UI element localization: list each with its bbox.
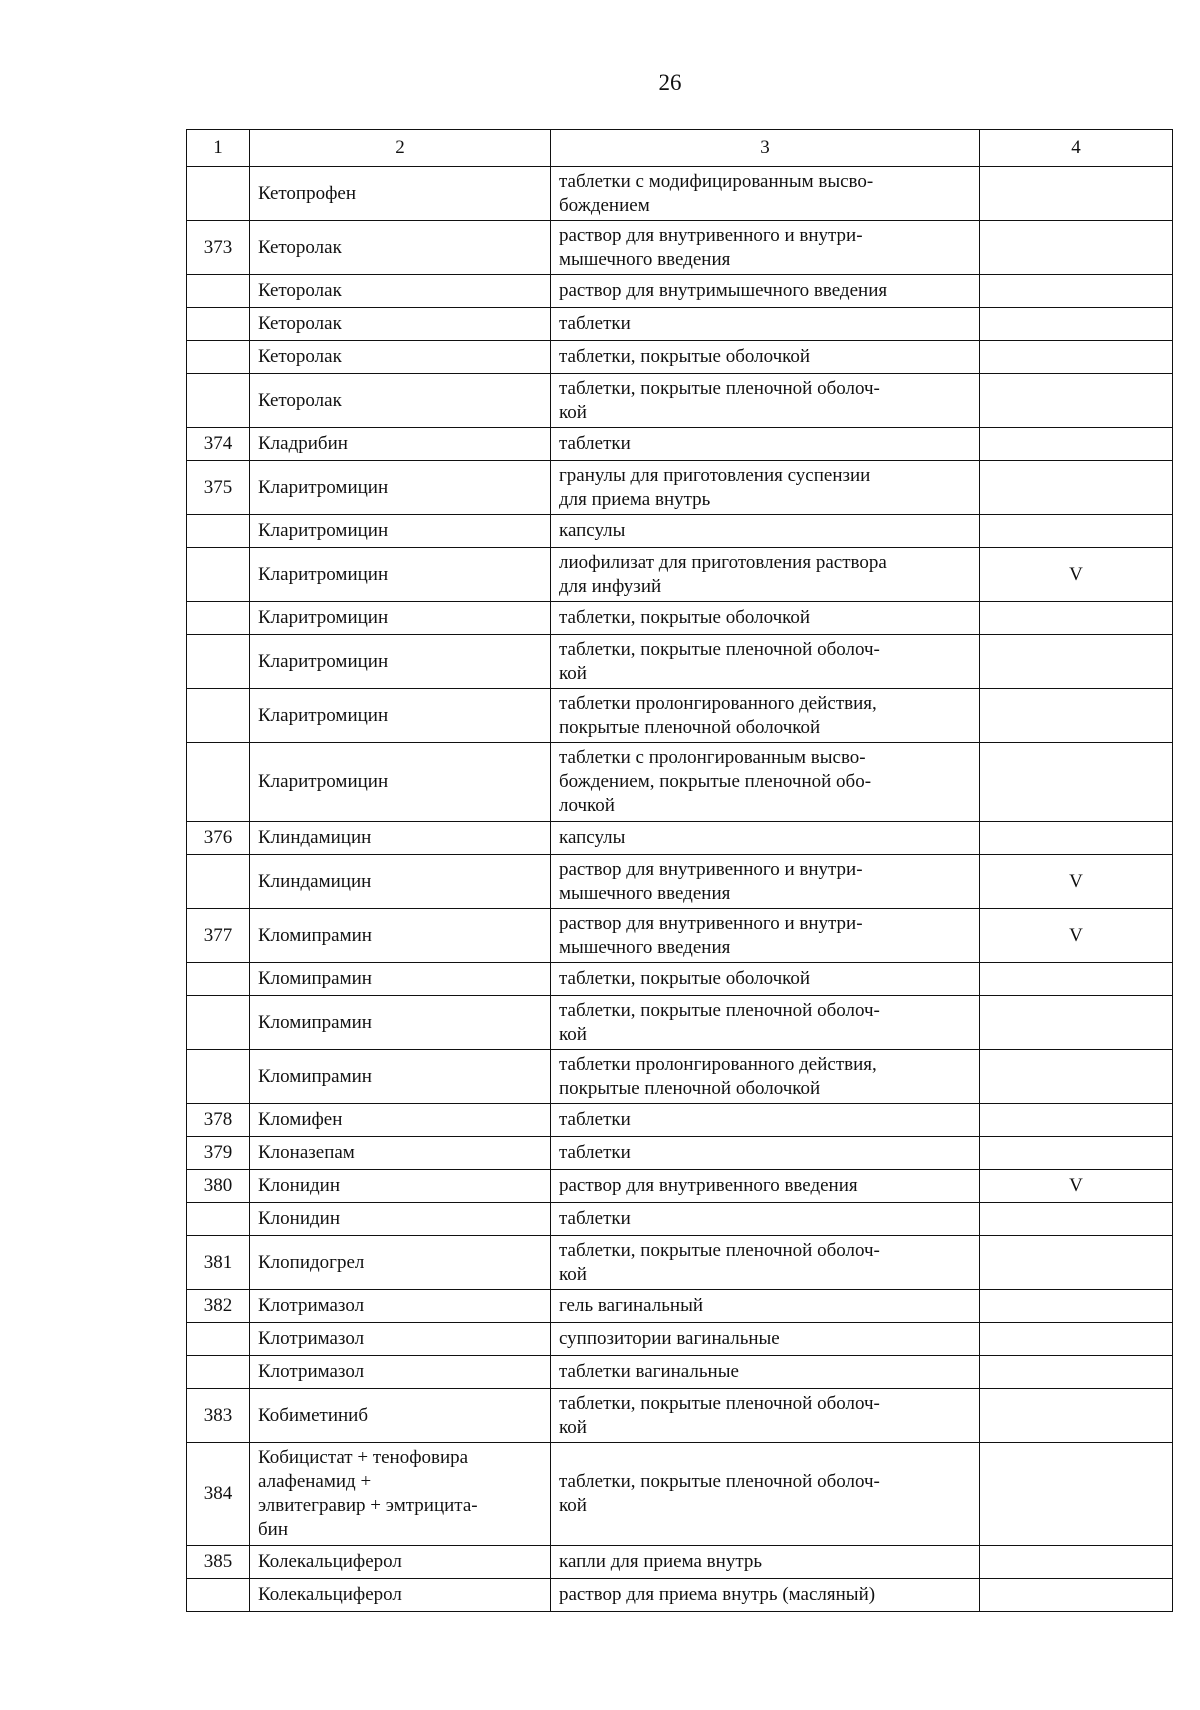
row-number-cell: 384	[187, 1443, 250, 1546]
mark-cell	[980, 822, 1173, 855]
table-row	[187, 548, 1173, 602]
row-number-cell: 380	[187, 1170, 250, 1203]
drug-name-cell: Кларитромицин	[250, 461, 551, 515]
mark-cell: V	[980, 548, 1173, 602]
mark-cell	[980, 1356, 1173, 1389]
mark-cell: V	[980, 1170, 1173, 1203]
mark-cell	[980, 689, 1173, 743]
row-number-cell: 383	[187, 1389, 250, 1443]
mark-cell	[980, 1579, 1173, 1612]
mark-cell: V	[980, 855, 1173, 909]
page-number: 26	[658, 70, 682, 95]
table-row	[187, 1546, 1173, 1579]
drug-name-cell: Кларитромицин	[250, 602, 551, 635]
drug-name-cell: Кеторолак	[250, 341, 551, 374]
row-number-cell: 385	[187, 1546, 250, 1579]
dosage-form-cell: капли для приема внутрь	[551, 1546, 980, 1579]
drug-name-cell: Клонидин	[250, 1170, 551, 1203]
mark-cell	[980, 1323, 1173, 1356]
table-row	[187, 1290, 1173, 1323]
dosage-form-cell: раствор для внутримышечного введения	[551, 275, 980, 308]
mark-cell	[980, 1050, 1173, 1104]
table-row	[187, 996, 1173, 1050]
table-row	[187, 743, 1173, 822]
drug-name-cell: Кеторолак	[250, 308, 551, 341]
mark-cell	[980, 515, 1173, 548]
row-number-cell: 381	[187, 1236, 250, 1290]
row-number-cell: 377	[187, 909, 250, 963]
dosage-form-cell: раствор для приема внутрь (масляный)	[551, 1579, 980, 1612]
dosage-form-cell: таблетки, покрытые пленочной оболоч- кой	[551, 635, 980, 689]
table-row	[187, 1203, 1173, 1236]
mark-cell	[980, 461, 1173, 515]
drug-name-cell: Клопидогрел	[250, 1236, 551, 1290]
drug-name-cell: Кларитромицин	[250, 743, 551, 822]
row-number-cell: 378	[187, 1104, 250, 1137]
dosage-form-cell: таблетки, покрытые оболочкой	[551, 963, 980, 996]
table-row	[187, 374, 1173, 428]
drug-name-cell: Кломипрамин	[250, 1050, 551, 1104]
dosage-form-cell: гранулы для приготовления суспензии для приема внутрь	[551, 461, 980, 515]
table-row	[187, 1443, 1173, 1546]
table-row	[187, 1356, 1173, 1389]
table-body	[187, 167, 1173, 1612]
table-row	[187, 308, 1173, 341]
row-number-cell	[187, 374, 250, 428]
table-row	[187, 221, 1173, 275]
drug-name-cell: Кларитромицин	[250, 515, 551, 548]
mark-cell	[980, 635, 1173, 689]
column-header-3: 3	[551, 130, 980, 167]
dosage-form-cell: таблетки	[551, 428, 980, 461]
mark-cell	[980, 743, 1173, 822]
table-row	[187, 822, 1173, 855]
table-row	[187, 909, 1173, 963]
row-number-cell: 379	[187, 1137, 250, 1170]
mark-cell	[980, 374, 1173, 428]
table-row	[187, 1050, 1173, 1104]
row-number-cell: 382	[187, 1290, 250, 1323]
table-row	[187, 1137, 1173, 1170]
dosage-form-cell: таблетки, покрытые пленочной оболоч- кой	[551, 1236, 980, 1290]
mark-cell	[980, 1389, 1173, 1443]
dosage-form-cell: таблетки, покрытые оболочкой	[551, 341, 980, 374]
row-number-cell: 376	[187, 822, 250, 855]
drug-name-cell: Кеторолак	[250, 275, 551, 308]
drug-name-cell: Клотримазол	[250, 1290, 551, 1323]
dosage-form-cell: таблетки, покрытые пленочной оболоч- кой	[551, 996, 980, 1050]
mark-cell	[980, 428, 1173, 461]
drug-name-cell: Клоназепам	[250, 1137, 551, 1170]
mark-cell	[980, 1137, 1173, 1170]
mark-cell	[980, 1236, 1173, 1290]
row-number-cell	[187, 1579, 250, 1612]
column-header-1: 1	[187, 130, 250, 167]
drug-name-cell: Кобицистат + тенофовира алафенамид + элвитегравир + эмтрицита- бин	[250, 1443, 551, 1546]
drug-name-cell: Колекальциферол	[250, 1546, 551, 1579]
table-row	[187, 602, 1173, 635]
table-row	[187, 515, 1173, 548]
mark-cell	[980, 963, 1173, 996]
row-number-cell: 375	[187, 461, 250, 515]
row-number-cell	[187, 1050, 250, 1104]
drug-table	[186, 129, 1173, 1612]
mark-cell: V	[980, 909, 1173, 963]
row-number-cell	[187, 743, 250, 822]
mark-cell	[980, 341, 1173, 374]
dosage-form-cell: суппозитории вагинальные	[551, 1323, 980, 1356]
dosage-form-cell: таблетки	[551, 1137, 980, 1170]
table-row	[187, 461, 1173, 515]
drug-name-cell: Клиндамицин	[250, 855, 551, 909]
dosage-form-cell: таблетки	[551, 1104, 980, 1137]
drug-name-cell: Кларитромицин	[250, 689, 551, 743]
row-number-cell	[187, 275, 250, 308]
drug-name-cell: Кобиметиниб	[250, 1389, 551, 1443]
dosage-form-cell: таблетки	[551, 308, 980, 341]
row-number-cell	[187, 1203, 250, 1236]
dosage-form-cell: таблетки, покрытые пленочной оболоч- кой	[551, 1443, 980, 1546]
row-number-cell: 374	[187, 428, 250, 461]
row-number-cell	[187, 602, 250, 635]
table-row	[187, 1579, 1173, 1612]
table-row	[187, 689, 1173, 743]
drug-name-cell: Клотримазол	[250, 1356, 551, 1389]
row-number-cell	[187, 963, 250, 996]
dosage-form-cell: таблетки	[551, 1203, 980, 1236]
dosage-form-cell: капсулы	[551, 515, 980, 548]
row-number-cell	[187, 308, 250, 341]
drug-name-cell: Клотримазол	[250, 1323, 551, 1356]
table-row	[187, 1323, 1173, 1356]
dosage-form-cell: таблетки, покрытые пленочной оболоч- кой	[551, 374, 980, 428]
row-number-cell	[187, 689, 250, 743]
column-header-2: 2	[250, 130, 551, 167]
drug-name-cell: Кеторолак	[250, 221, 551, 275]
drug-name-cell: Кломипрамин	[250, 909, 551, 963]
mark-cell	[980, 1546, 1173, 1579]
drug-name-cell: Кладрибин	[250, 428, 551, 461]
table-row	[187, 1236, 1173, 1290]
dosage-form-cell: таблетки с пролонгированным высво- бождением, покрытые пленочной обо- лочкой	[551, 743, 980, 822]
row-number-cell	[187, 341, 250, 374]
table-row	[187, 167, 1173, 221]
drug-name-cell: Кетопрофен	[250, 167, 551, 221]
dosage-form-cell: таблетки пролонгированного действия, покрытые пленочной оболочкой	[551, 1050, 980, 1104]
drug-name-cell: Кломипрамин	[250, 996, 551, 1050]
table-header	[187, 130, 1173, 167]
drug-name-cell: Кломипрамин	[250, 963, 551, 996]
row-number-cell	[187, 1356, 250, 1389]
row-number-cell	[187, 855, 250, 909]
mark-cell	[980, 308, 1173, 341]
drug-name-cell: Кларитромицин	[250, 635, 551, 689]
table-row	[187, 428, 1173, 461]
mark-cell	[980, 1203, 1173, 1236]
table-row	[187, 963, 1173, 996]
mark-cell	[980, 275, 1173, 308]
table-row	[187, 1389, 1173, 1443]
row-number-cell	[187, 1323, 250, 1356]
drug-name-cell: Клонидин	[250, 1203, 551, 1236]
table-row	[187, 635, 1173, 689]
column-header-4: 4	[980, 130, 1173, 167]
drug-name-cell: Клиндамицин	[250, 822, 551, 855]
mark-cell	[980, 602, 1173, 635]
table-row	[187, 1104, 1173, 1137]
table-row	[187, 341, 1173, 374]
table-row	[187, 1170, 1173, 1203]
row-number-cell	[187, 167, 250, 221]
row-number-cell	[187, 515, 250, 548]
mark-cell	[980, 1104, 1173, 1137]
mark-cell	[980, 996, 1173, 1050]
dosage-form-cell: гель вагинальный	[551, 1290, 980, 1323]
dosage-form-cell: раствор для внутривенного введения	[551, 1170, 980, 1203]
dosage-form-cell: раствор для внутривенного и внутри- мышечного введения	[551, 221, 980, 275]
mark-cell	[980, 1290, 1173, 1323]
drug-name-cell: Колекальциферол	[250, 1579, 551, 1612]
drug-name-cell: Кломифен	[250, 1104, 551, 1137]
dosage-form-cell: раствор для внутривенного и внутри- мышечного введения	[551, 855, 980, 909]
row-number-cell	[187, 996, 250, 1050]
dosage-form-cell: таблетки пролонгированного действия, покрытые пленочной оболочкой	[551, 689, 980, 743]
dosage-form-cell: капсулы	[551, 822, 980, 855]
dosage-form-cell: таблетки, покрытые пленочной оболоч- кой	[551, 1389, 980, 1443]
row-number-cell	[187, 635, 250, 689]
drug-name-cell: Кеторолак	[250, 374, 551, 428]
dosage-form-cell: таблетки, покрытые оболочкой	[551, 602, 980, 635]
dosage-form-cell: таблетки с модифицированным высво- бождением	[551, 167, 980, 221]
dosage-form-cell: раствор для внутривенного и внутри- мышечного введения	[551, 909, 980, 963]
mark-cell	[980, 167, 1173, 221]
dosage-form-cell: лиофилизат для приготовления раствора для инфузий	[551, 548, 980, 602]
table-row	[187, 855, 1173, 909]
table-row	[187, 275, 1173, 308]
row-number-cell: 373	[187, 221, 250, 275]
row-number-cell	[187, 548, 250, 602]
mark-cell	[980, 221, 1173, 275]
header-row	[187, 130, 1173, 167]
mark-cell	[980, 1443, 1173, 1546]
dosage-form-cell: таблетки вагинальные	[551, 1356, 980, 1389]
drug-name-cell: Кларитромицин	[250, 548, 551, 602]
